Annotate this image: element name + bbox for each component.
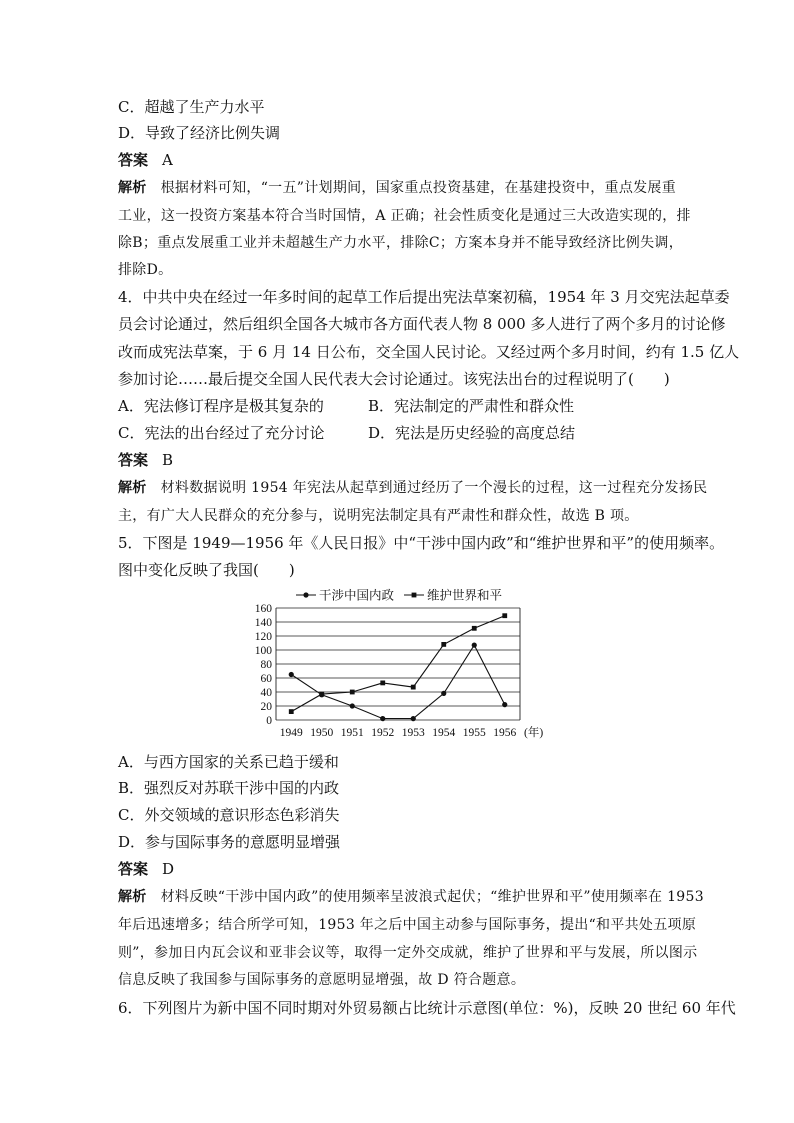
data-point [502,702,507,707]
y-tick-label: 0 [266,715,272,727]
data-point [350,690,355,695]
chart-series [289,613,508,721]
q5-analysis-line-4: 信息反映了我国参与国际事务的意愿明显增强，故 D 符合题意。 [118,972,526,988]
x-tick-label: 1952 [371,727,395,739]
analysis-label: 解析 [118,889,147,905]
analysis-text: 根据材料可知，“一五”计划期间，国家重点投资基建，在基建投资中，重点发展重 [160,180,677,196]
y-tick-label: 80 [260,659,272,671]
y-axis-tick-labels [255,603,273,727]
q5-analysis-line-2: 年后迅速增多；结合所学可知，1953 年之后中国主动参与国际事务，提出“和平共处五项原 [118,917,697,933]
q5-analysis-line-1 [118,884,704,910]
q3-analysis-line-3: 除B；重点发展重工业并未超越生产力水平，排除C；方案本身并不能导致经济比例失调， [118,235,683,251]
data-point [441,691,446,696]
data-point [472,626,477,631]
q4-option-b: B．宪法制定的严肃性和群众性 [368,397,575,415]
q5-stem-line-1: 5．下图是 1949—1956 年《人民日报》中“干涉中国内政”和“维护世界和平”的使用频率。 [118,534,725,552]
q5-option-a: A．与西方国家的关系已趋于缓和 [118,753,339,771]
analysis-text: 材料数据说明 1954 年宪法从起草到通过经历了一个漫长的过程，这一过程充分发扬民 [160,480,708,496]
x-tick-label: 1953 [401,727,425,739]
analysis-label: 解析 [118,180,147,196]
data-point [289,672,294,677]
q3-analysis-line-2: 工业，这一投资方案基本符合当时国情，A 正确；社会性质变化是通过三大改造实现的，排 [118,208,691,224]
data-point [319,692,324,697]
q5-analysis-line-3: 则”，参加日内瓦会议和亚非会议等，取得一定外交成就，维护了世界和平与发展，所以图示 [118,945,698,961]
y-tick-label: 120 [254,631,272,643]
q4-options-row-1 [118,393,575,419]
data-point [502,613,507,618]
x-tick-label: 1955 [462,727,486,739]
x-axis-unit: (年) [524,727,544,739]
analysis-text: 材料反映“干涉中国内政”的使用频率呈波浪式起伏；“维护世界和平”使用频率在 1953 [160,889,704,905]
data-point [411,685,416,690]
q3-option-c: C．超越了生产力水平 [118,98,265,116]
q5-stem-line-2: 图中变化反映了我国( ) [118,561,295,579]
x-tick-label: 1950 [310,727,334,739]
q4-stem-line-1: 4．中共中央在经过一年多时间的起草工作后提出宪法草案初稿，1954 年 3 月交宪法起草委 [118,288,730,306]
x-tick-label: 1956 [493,727,517,739]
answer-value: B [162,451,174,469]
q4-option-d: D．宪法是历史经验的高度总结 [368,424,576,442]
legend-label: 干涉中国内政 [319,588,395,603]
y-tick-label: 40 [260,687,272,699]
y-tick-label: 60 [260,673,272,685]
q3-analysis-line-4: 排除D。 [118,262,173,278]
answer-value: A [162,151,173,169]
data-point [472,643,477,648]
y-tick-label: 20 [260,701,272,713]
x-tick-label: 1949 [279,727,303,739]
data-point [289,709,294,714]
x-tick-label: 1951 [340,727,364,739]
q4-stem-line-3: 改而成宪法草案，于 6 月 14 日公布，交全国人民讨论。又经过两个多月时间，约有 1.5 亿人 [118,343,740,361]
q4-analysis-line-1 [118,475,707,501]
q3-answer [118,147,173,173]
q5-option-c: C．外交领域的意识形态色彩消失 [118,806,340,824]
y-tick-label: 140 [254,617,272,629]
y-tick-label: 100 [254,645,272,657]
legend-marker [303,592,308,597]
series-line [291,645,505,719]
q3-analysis-line-1 [118,175,676,201]
x-axis-tick-labels [280,725,544,739]
chart-legend [296,588,502,603]
data-point [380,681,385,686]
q5-option-b: B．强烈反对苏联干涉中国的内政 [118,779,340,797]
q4-option-c: C．宪法的出台经过了充分讨论 [118,424,325,442]
analysis-label: 解析 [118,480,147,496]
y-tick-label: 160 [254,603,272,615]
legend-marker [412,593,417,598]
q5-option-d: D．参与国际事务的意愿明显增强 [118,833,341,851]
data-point [411,716,416,721]
frequency-line-chart [240,586,560,746]
answer-label: 答案 [118,451,149,469]
q5-answer [118,856,174,882]
q4-options-row-2 [118,420,576,446]
data-point [350,703,355,708]
q6-stem: 6．下列图片为新中国不同时期对外贸易额占比统计示意图(单位：%)，反映 20 世纪 60 年代 [118,999,736,1017]
answer-value: D [162,860,175,878]
answer-label: 答案 [118,860,149,878]
x-tick-label: 1954 [432,727,456,739]
q4-option-a: A．宪法修订程序是极其复杂的 [118,397,324,415]
answer-label: 答案 [118,151,149,169]
data-point [441,642,446,647]
data-point [380,716,385,721]
legend-label: 维护世界和平 [427,588,503,603]
q4-analysis-line-2: 主，有广大人民群众的充分参与，说明宪法制定具有严肃性和群众性，故选 B 项。 [118,508,639,524]
q4-stem-line-4: 参加讨论……最后提交全国人民代表大会讨论通过。该宪法出台的过程说明了( ) [118,370,670,388]
q4-stem-line-2: 员会讨论通过，然后组织全国各大城市各方面代表人物 8 000 多人进行了两个多月的讨论修 [118,315,726,333]
q3-option-d: D．导致了经济比例失调 [118,124,281,142]
q4-answer [118,447,173,473]
